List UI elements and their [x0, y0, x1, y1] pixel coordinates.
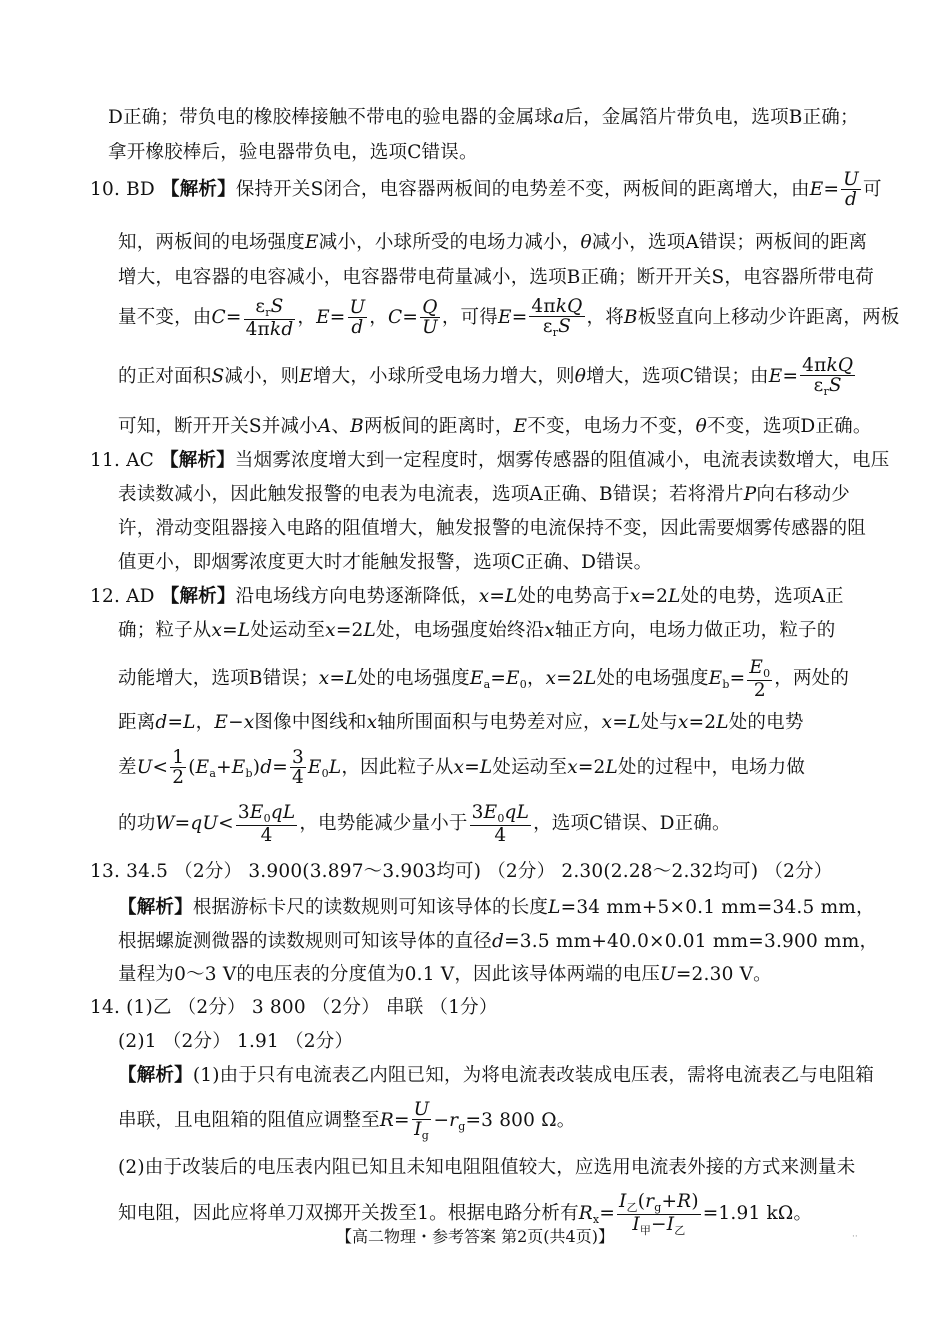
q12-line-6: 的功W=qU< $\frac{3E_0qL}{4}$ ，电势能减少量小于 $\frac{3E_0qL}{4}$ ，选项C错误、D正确。	[118, 802, 731, 846]
q14-line-6: 知电阻，因此应将单刀双掷开关拨至1。根据电路分析有$R_x=$ $\frac{I_乙(r_g+R)}{I_甲-I_乙}$ =1.91 kΩ。	[118, 1191, 813, 1237]
q12-line-5: 差U< $\frac{1}{2}$ $(E_a+E_b)d=$ $\frac{3}{4}$ $E_0L$，因此粒子从x=L处运动至x=2L处的过程中，电场力做	[118, 747, 806, 789]
q13-line-4: 量程为0～3 V的电压表的分度值为0.1 V，因此该导体两端的电压U=2.30 V。	[118, 964, 772, 985]
q11-line-1: 11. AC 【解析】当烟雾浓度增大到一定程度时，烟雾传感器的阻值减小，电流表读数增大，电压	[90, 450, 890, 471]
q12-line-1: 12. AD 【解析】沿电场线方向电势逐渐降低，x=L处的电势高于x=2L处的电势，选项A正	[90, 586, 844, 607]
q10-line-5: 的正对面积S减小，则E增大，小球所受电场力增大，则θ增大，选项C错误；由E= $\frac{\text{4πkQ}}{\varepsilon_rS}$	[118, 355, 854, 399]
q11-line-3: 许，滑动变阻器接入电路的阻值增大，触发报警的电流保持不变，因此需要烟雾传感器的阻	[118, 518, 867, 539]
q13-line-2: 【解析】根据游标卡尺的读数规则可知该导体的长度L=34 mm+5×0.1 mm=34.5 mm，	[118, 897, 875, 918]
q14-line-4: 串联，且电阻箱的阻值应调整至R= $\frac{U}{I_g}$ $-r_g=3$ 800 Ω。	[118, 1099, 576, 1143]
q14-line-2: (2)1 （2分） 1.91 （2分）	[118, 1031, 354, 1052]
page-footer: 【高二物理・参考答案 第2页(共4页)】	[336, 1227, 614, 1246]
q12-line-3: 动能增大，选项B错误；x=L处的电场强度$E_a=E_0$，x=2L处的电场强度$E_b=$ $\frac{E_0}{2}$ ，两处的	[118, 657, 850, 701]
q10-line-6: 可知，断开开关S并减小A、B两板间的距离时，E不变，电场力不变，θ不变，选项D正确。	[118, 416, 872, 437]
text-line-1: D正确；带负电的橡胶棒接触不带电的验电器的金属球a后，金属箔片带负电，选项B正确；	[108, 107, 859, 128]
q10-line-4: 量不变，由C= $\frac{\varepsilon_rS}{\text{4πkd}}$ ，E= $\frac{U}{d}$ ，C= $\frac{Q}{U}$ ，可得E= $\frac{\text{4πkQ}}{\varepsilon_rS}$ ，将B板竖直向上移动少许距离，两板	[118, 296, 900, 340]
q10-line-1: 10. BD 【解析】保持开关S闭合，电容器两板间的电势差不变，两板间的距离增大，由E= $\frac{U}{d}$ 可	[90, 169, 882, 211]
corner-mark: ··	[852, 1232, 858, 1242]
q12-line-4: 距离d=L，E−x图像中图线和x轴所围面积与电势差对应，x=L处与x=2L处的电势	[118, 712, 804, 733]
q10-line-3: 增大，电容器的电容减小，电容器带电荷量减小，选项B正确；断开开关S，电容器所带电荷	[118, 267, 874, 288]
q13-line-1: 13. 34.5 （2分） 3.900(3.897～3.903均可) （2分） 2.30(2.28～2.32均可) （2分）	[90, 861, 833, 882]
q14-line-1: 14. (1)乙 （2分） 3 800 （2分） 串联 （1分）	[90, 997, 498, 1018]
q11-line-4: 值更小，即烟雾浓度更大时才能触发报警，选项C正确、D错误。	[118, 552, 653, 573]
text-line-2: 拿开橡胶棒后，验电器带负电，选项C错误。	[108, 142, 478, 163]
q10-line-2: 知，两板间的电场强度E减小，小球所受的电场力减小，θ减小，选项A错误；两板间的距离	[118, 232, 868, 253]
q14-line-5: (2)由于改装后的电压表内阻已知且未知电阻阻值较大，应选用电流表外接的方式来测量未	[118, 1157, 856, 1178]
q14-line-3: 【解析】(1)由于只有电流表乙内阻已知，为将电流表改装成电压表，需将电流表乙与电阻箱	[118, 1065, 875, 1086]
q12-line-2: 确；粒子从x=L处运动至x=2L处，电场强度始终沿x轴正方向，电场力做正功，粒子的	[118, 620, 836, 641]
q11-line-2: 表读数减小，因此触发报警的电表为电流表，选项A正确、B错误；若将滑片P向右移动少	[118, 484, 850, 505]
q13-line-3: 根据螺旋测微器的读数规则可知该导体的直径d=3.5 mm+40.0×0.01 mm=3.900 mm，	[118, 931, 879, 952]
